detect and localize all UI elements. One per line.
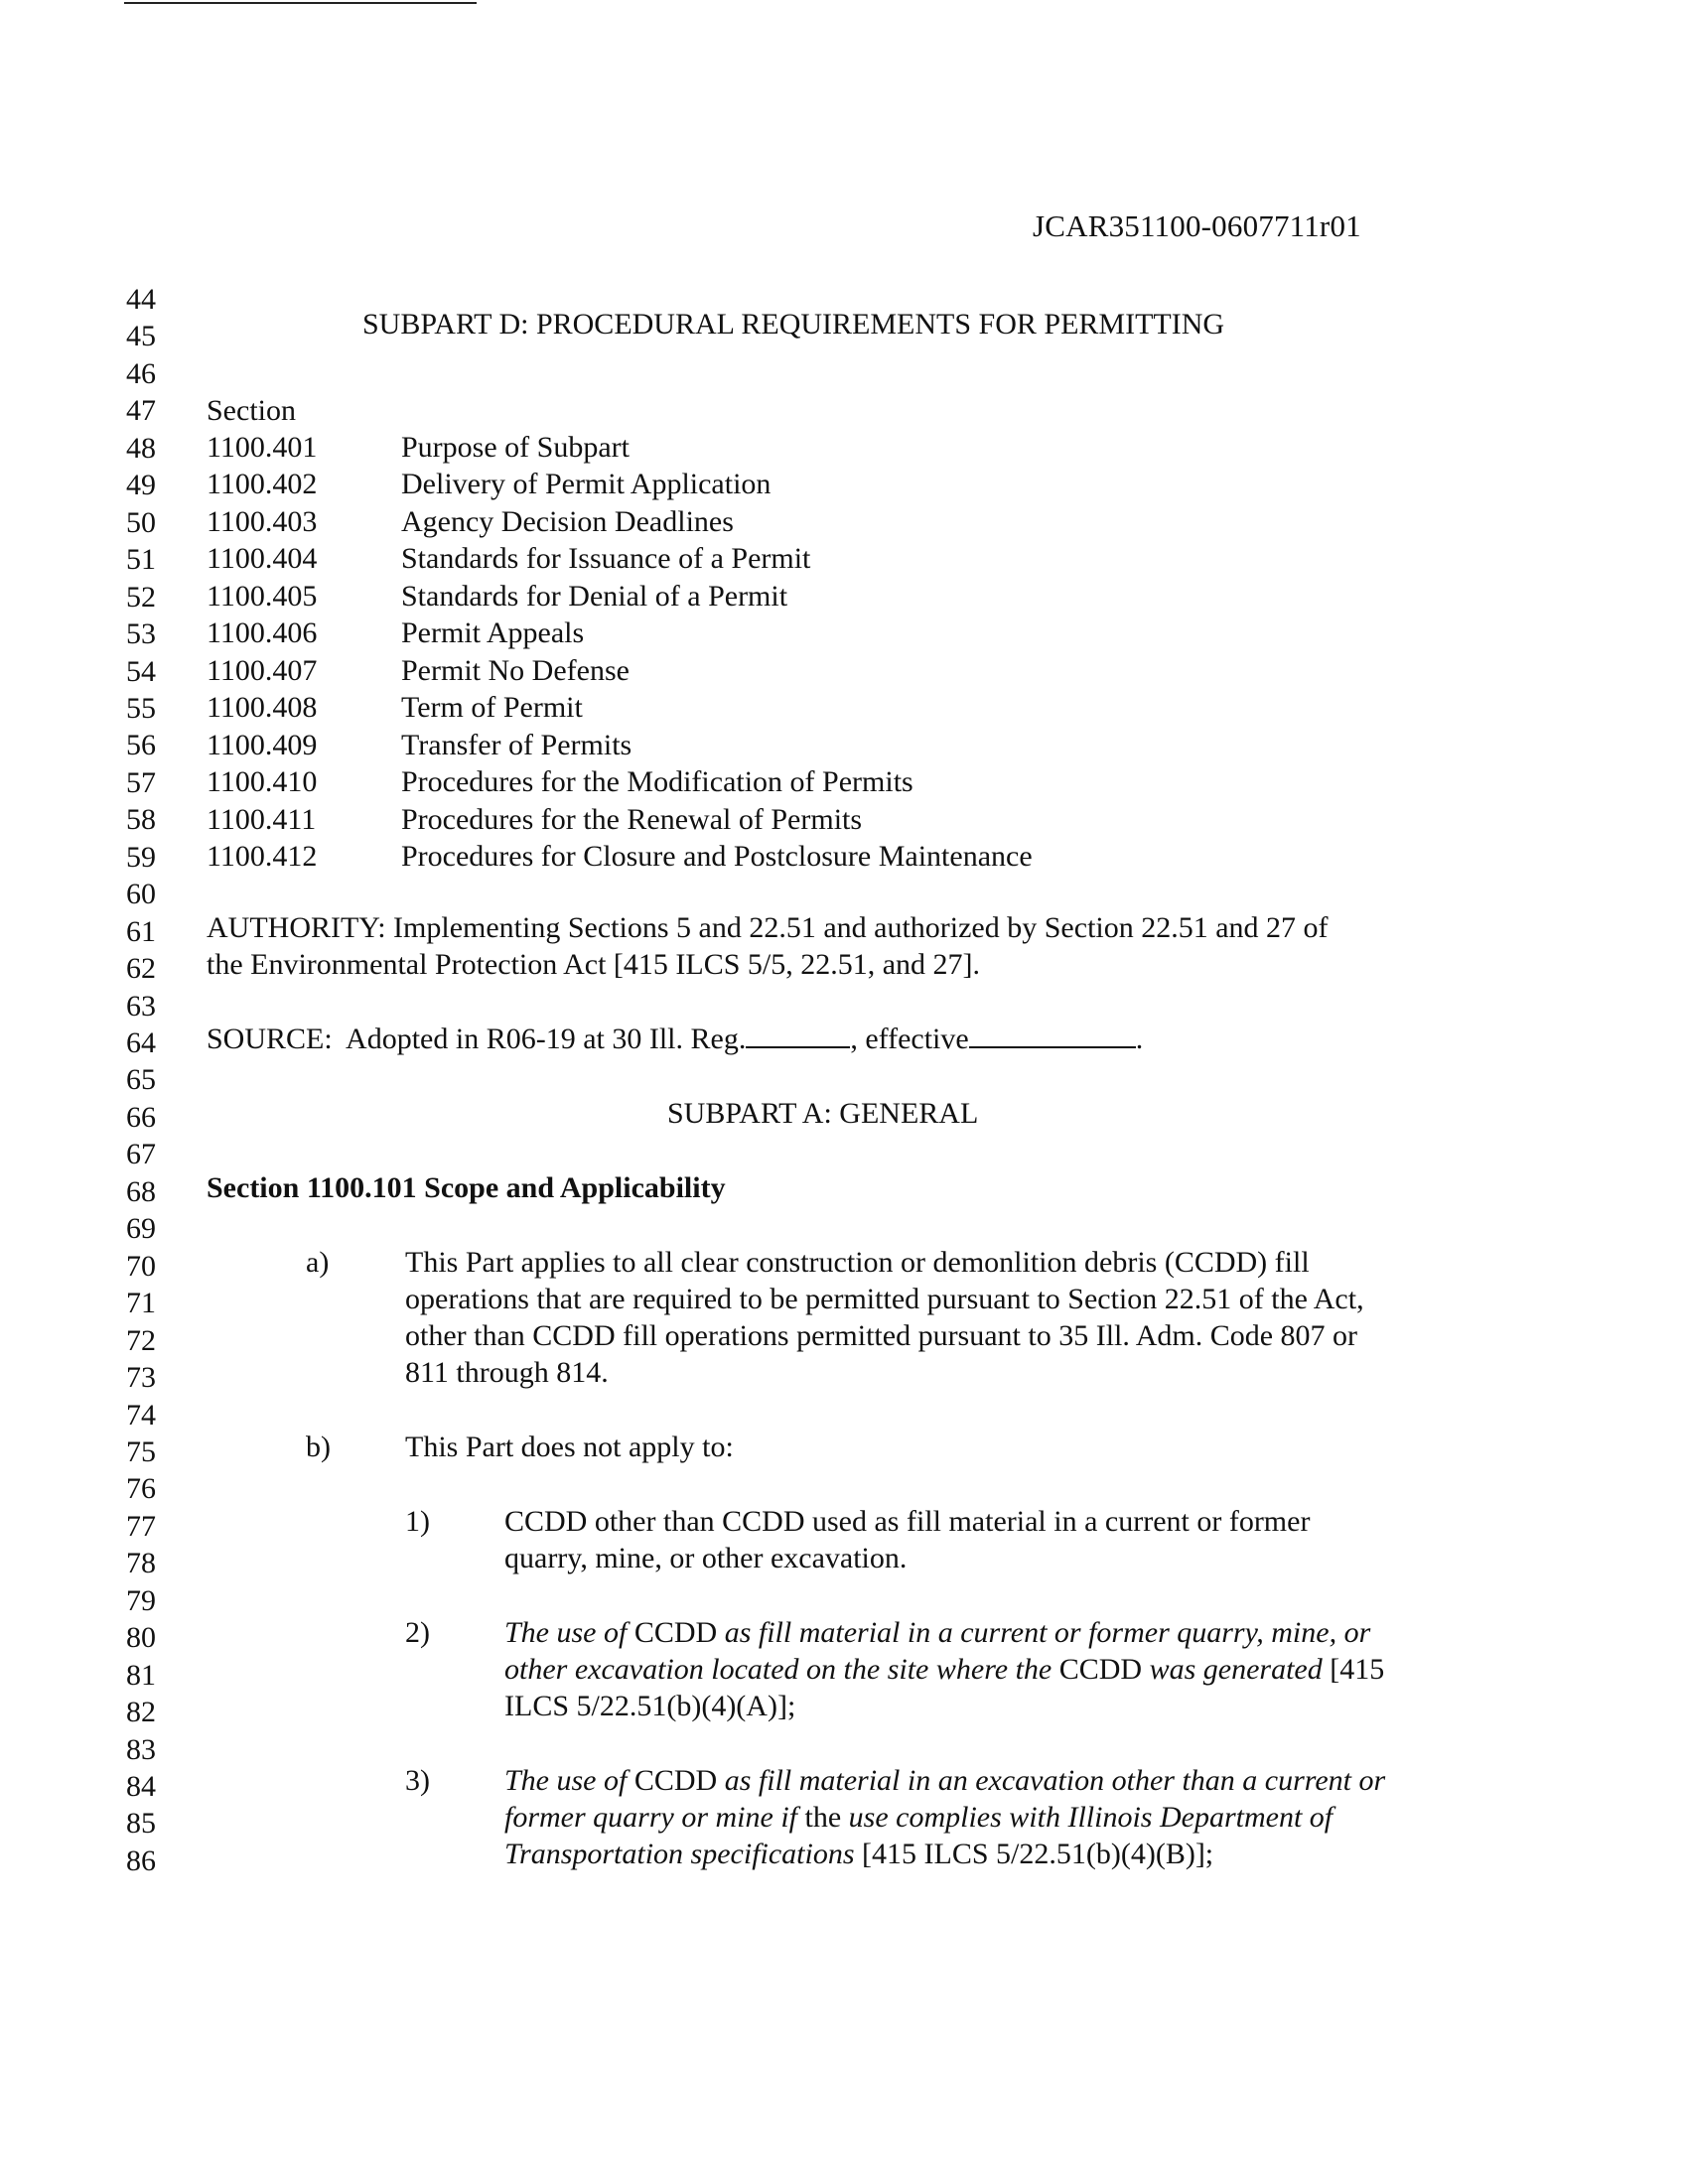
line-number: 48: [126, 431, 156, 465]
item-b-label: b): [306, 1431, 331, 1463]
item-b1-line-2: quarry, mine, or other excavation.: [504, 1542, 908, 1574]
item-a-line-1: This Part applies to all clear construction or demonlition debris (CCDD) fill: [405, 1246, 1310, 1279]
b2-l2-roman-a: CCDD: [1058, 1653, 1143, 1686]
toc-section-title: Procedures for the Renewal of Permits: [401, 802, 863, 836]
line-number: 63: [126, 989, 156, 1023]
line-number: 51: [126, 543, 156, 577]
subpart-d-heading: SUBPART D: PROCEDURAL REQUIREMENTS FOR PERMITTING: [362, 308, 1225, 341]
line-number: 85: [126, 1807, 156, 1841]
line-number: 86: [126, 1843, 156, 1877]
line-number: 58: [126, 803, 156, 837]
line-number: 57: [126, 765, 156, 799]
toc-section-number: 1100.412: [207, 839, 318, 873]
item-a-line-2: operations that are required to be permitted pursuant to Section 22.51 of the Act,: [405, 1283, 1364, 1315]
line-number: 54: [126, 654, 156, 688]
b3-l3-italic: Transportation specifications: [504, 1838, 855, 1870]
line-number: 74: [126, 1398, 156, 1432]
line-number: 53: [126, 617, 156, 651]
line-number: 50: [126, 505, 156, 539]
line-number: 66: [126, 1100, 156, 1134]
line-number: 69: [126, 1212, 156, 1246]
line-number: 64: [126, 1026, 156, 1059]
toc-section-label: Section: [207, 394, 296, 427]
b2-l2-roman-b: [415: [1322, 1653, 1385, 1686]
toc-section-number: 1100.401: [207, 431, 318, 464]
item-a-label: a): [306, 1246, 330, 1279]
b2-l1-italic-a: The use of: [504, 1616, 634, 1649]
line-number: 77: [126, 1509, 156, 1543]
item-a-line-4: 811 through 814.: [405, 1356, 609, 1389]
toc-section-title: Procedures for the Modification of Permits: [401, 765, 913, 799]
item-b3-line-3: [504, 1838, 1213, 1871]
line-number: 81: [126, 1658, 156, 1692]
line-number: 60: [126, 878, 156, 911]
line-number: 61: [126, 914, 156, 948]
line-number: 49: [126, 469, 156, 502]
source-reg-blank: [746, 1024, 850, 1048]
line-number: 75: [126, 1434, 156, 1468]
line-number: 46: [126, 356, 156, 390]
source-end: .: [1135, 1023, 1144, 1055]
source-mid: , effective: [850, 1023, 969, 1055]
item-b2-line-2: [504, 1653, 1384, 1687]
item-b1-label: 1): [405, 1505, 430, 1538]
b2-l1-italic-b: as fill material in a current or former quarry, mine, or: [717, 1616, 1371, 1649]
toc-section-number: 1100.402: [207, 468, 318, 501]
toc-section-number: 1100.406: [207, 616, 318, 650]
toc-section-number: 1100.405: [207, 579, 318, 613]
b3-l2-italic-a: former quarry or mine if: [504, 1801, 805, 1834]
b2-l2-italic-b: was generated: [1142, 1653, 1323, 1686]
line-number: 84: [126, 1770, 156, 1803]
line-number: 56: [126, 729, 156, 762]
subpart-a-heading: SUBPART A: GENERAL: [667, 1097, 979, 1130]
line-number: 71: [126, 1287, 156, 1320]
line-number: 72: [126, 1323, 156, 1357]
b3-l1-italic-b: as fill material in an excavation other than a current or: [717, 1764, 1386, 1797]
line-number: 47: [126, 394, 156, 428]
toc-section-title: Standards for Issuance of a Permit: [401, 542, 811, 576]
toc-section-number: 1100.410: [207, 765, 318, 799]
section-heading: Section 1100.101 Scope and Applicability: [207, 1171, 726, 1204]
line-number: 62: [126, 952, 156, 986]
toc-section-number: 1100.411: [207, 802, 317, 836]
toc-section-number: 1100.408: [207, 691, 318, 725]
toc-section-title: Permit No Defense: [401, 653, 630, 687]
line-number: 67: [126, 1138, 156, 1171]
line-number: 79: [126, 1583, 156, 1617]
toc-section-title: Permit Appeals: [401, 616, 585, 650]
item-b3-label: 3): [405, 1764, 430, 1797]
source-effective-blank: [969, 1024, 1136, 1048]
line-number: 70: [126, 1249, 156, 1283]
toc-section-title: Agency Decision Deadlines: [401, 504, 734, 538]
line-number: 80: [126, 1621, 156, 1655]
line-number: 73: [126, 1361, 156, 1395]
authority-line-1: AUTHORITY: Implementing Sections 5 and 22.51 and authorized by Section 22.51 and 27 of: [207, 911, 1329, 944]
item-b2-line-3: ILCS 5/22.51(b)(4)(A)];: [504, 1690, 796, 1722]
document-id: JCAR351100-0607711r01: [1033, 208, 1361, 243]
b3-l1-roman-a: CCDD: [633, 1764, 718, 1797]
line-number: 59: [126, 840, 156, 874]
b2-l2-italic-a: other excavation located on the site where the: [504, 1653, 1059, 1686]
line-number: 52: [126, 580, 156, 614]
toc-section-title: Purpose of Subpart: [401, 431, 630, 464]
toc-section-title: Term of Permit: [401, 691, 583, 725]
line-number: 83: [126, 1732, 156, 1766]
item-b1-line-1: CCDD other than CCDD used as fill material in a current or former: [504, 1505, 1311, 1538]
toc-section-title: Standards for Denial of a Permit: [401, 579, 788, 613]
toc-section-number: 1100.404: [207, 542, 318, 576]
line-number: 78: [126, 1547, 156, 1580]
b3-l2-roman-a: the: [804, 1801, 842, 1834]
item-a-line-3: other than CCDD fill operations permitted pursuant to 35 Ill. Adm. Code 807 or: [405, 1319, 1358, 1352]
line-number: 55: [126, 691, 156, 725]
b3-l2-italic-b: use complies with Illinois Department of: [841, 1801, 1333, 1834]
toc-section-title: Delivery of Permit Application: [401, 468, 772, 501]
source-line: [207, 1023, 1143, 1056]
toc-section-number: 1100.407: [207, 653, 318, 687]
item-b3-line-1: [504, 1764, 1385, 1798]
source-prefix: SOURCE: Adopted in R06-19 at 30 Ill. Reg.: [207, 1023, 747, 1055]
item-b2-label: 2): [405, 1616, 430, 1649]
item-b2-line-1: [504, 1616, 1370, 1650]
line-number: 68: [126, 1174, 156, 1208]
toc-section-title: Procedures for Closure and Postclosure Maintenance: [401, 839, 1033, 873]
line-number: 44: [126, 283, 156, 316]
b3-l1-italic-a: The use of: [504, 1764, 634, 1797]
toc-section-title: Transfer of Permits: [401, 728, 632, 761]
item-b-text: This Part does not apply to:: [405, 1431, 734, 1463]
line-number: 82: [126, 1696, 156, 1729]
b2-l1-roman-a: CCDD: [633, 1616, 718, 1649]
toc-section-number: 1100.409: [207, 728, 318, 761]
line-number: 76: [126, 1472, 156, 1506]
b3-l3-roman: [415 ILCS 5/22.51(b)(4)(B)];: [854, 1838, 1214, 1870]
authority-line-2: the Environmental Protection Act [415 ILCS 5/5, 22.51, and 27].: [207, 948, 981, 981]
toc-section-number: 1100.403: [207, 504, 318, 538]
line-number: 45: [126, 320, 156, 353]
top-rule: [124, 2, 477, 4]
line-number: 65: [126, 1063, 156, 1097]
item-b3-line-2: [504, 1801, 1333, 1835]
